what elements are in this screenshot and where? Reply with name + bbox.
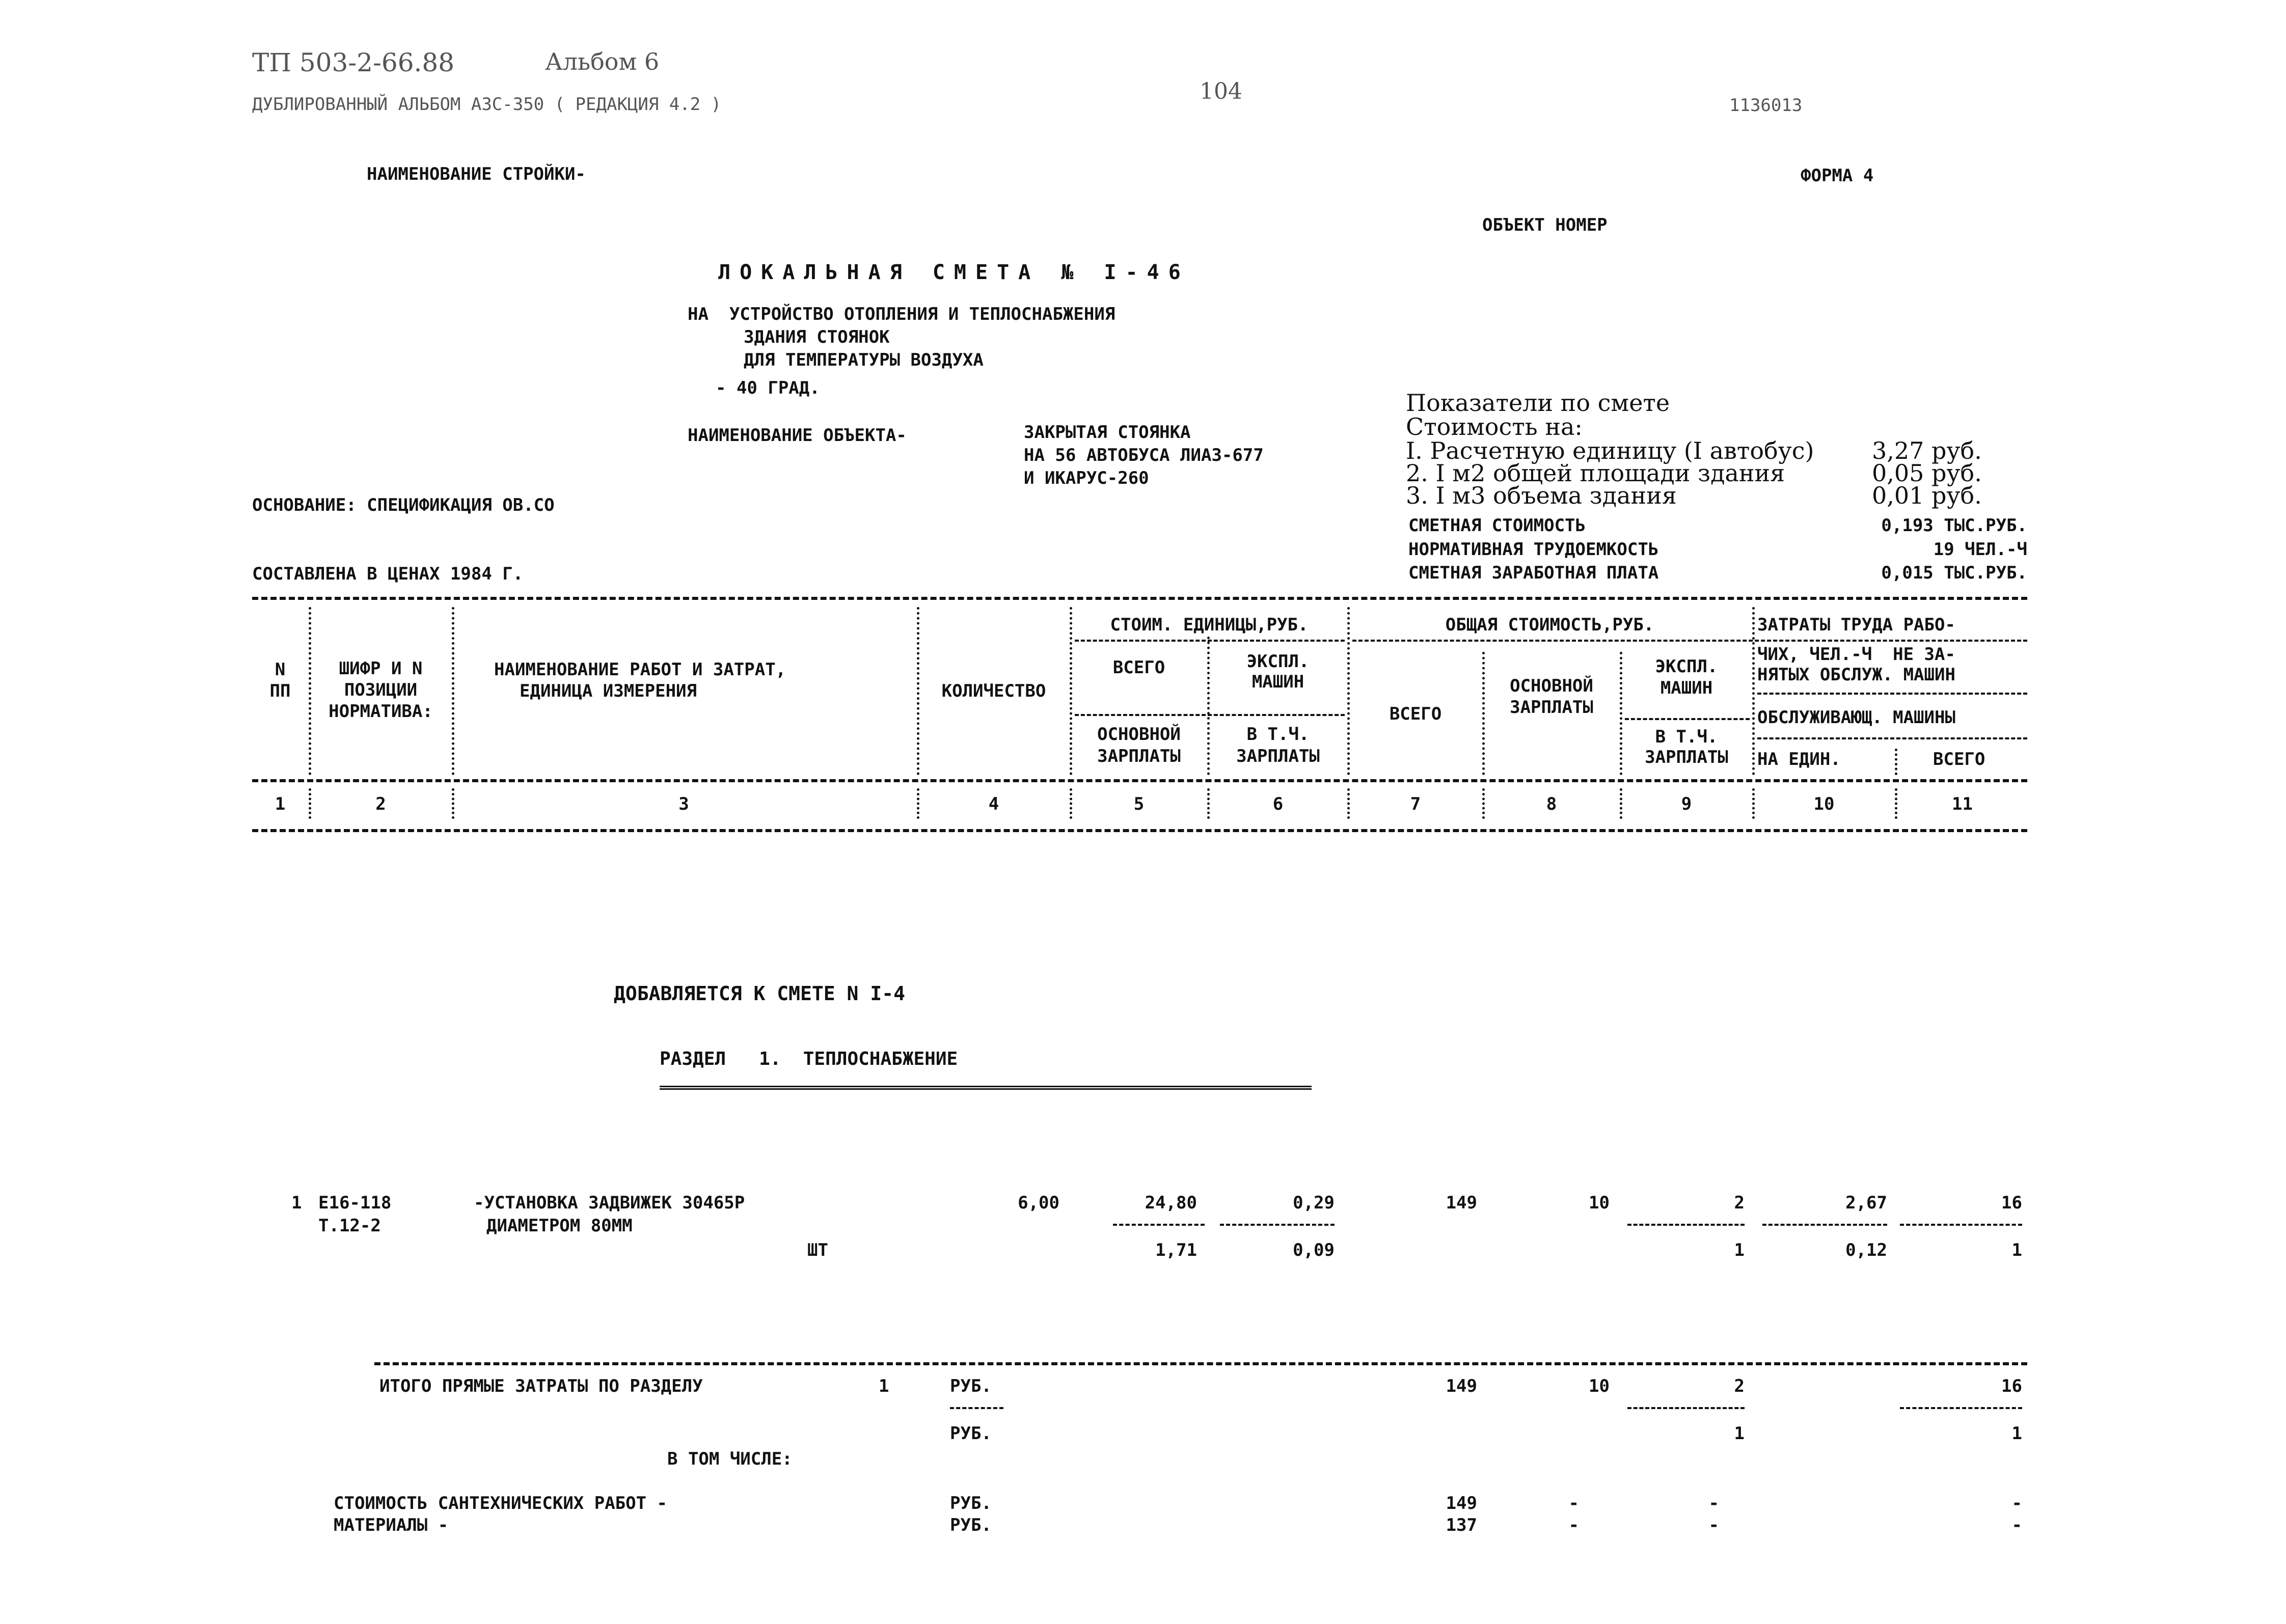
hdr-col3-line2: ЕДИНИЦА ИЗМЕРЕНИЯ [520,681,697,701]
added-to-estimate: ДОБАВЛЯЕТСЯ К СМЕТЕ N I-4 [614,982,905,1005]
indicator-value-2: 0,05 руб. [1872,459,1982,487]
hdr-col1-line1: N [275,659,286,680]
subtotal-mach-wage: 1 [1734,1423,1745,1444]
object-name-line-1: ЗАКРЫТАЯ СТОЯНКА [1024,422,1191,443]
colnum-11: 11 [1952,794,1973,814]
hdr-total-inclwage-2: ЗАРПЛАТЫ [1645,747,1728,767]
indicator-label-1: I. Расчетную единицу (I автобус) [1406,437,1814,464]
total-label-3: СМЕТНАЯ ЗАРАБОТНАЯ ПЛАТА [1408,563,1659,583]
hdr-labor-total: ВСЕГО [1933,749,1985,769]
total-label-2: НОРМАТИВНАЯ ТРУДОЕМКОСТЬ [1408,539,1659,560]
breakdown-c11-2: - [2011,1515,2022,1535]
hdr-col4: КОЛИЧЕСТВО [941,681,1046,701]
row-code: Е16-118 [318,1193,392,1213]
breakdown-unit-1: РУБ. [950,1493,992,1513]
breakdown-c9-2: - [1708,1515,1719,1535]
indicators-subtitle: Стоимость на: [1406,413,1583,441]
section-title: РАЗДЕЛ 1. ТЕПЛОСНАБЖЕНИЕ [660,1049,958,1069]
breakdown-c8-2: - [1568,1515,1579,1535]
object-number-label: ОБЪЕКТ НОМЕР [1482,215,1608,235]
row-unit-total: 24,80 [1145,1193,1197,1213]
col-sep-10 [1895,749,1897,775]
col-sep-2 [452,607,454,775]
hdr-col2-line3: НОРМАТИВА: [329,701,433,722]
colnum-7: 7 [1410,794,1421,814]
indicators-title: Показатели по смете [1406,389,1670,417]
subtotal-labor2: 1 [2011,1423,2022,1444]
row-labor-total: 16 [2001,1193,2022,1213]
hdr-unit-mach-2: МАШИН [1251,672,1304,692]
row-labor-total2: 1 [2011,1240,2022,1260]
indicator-label-2: 2. I м2 общей площади здания [1406,459,1785,487]
header-top-rule [252,597,2027,600]
album-label: Альбом 6 [545,48,660,75]
row-total: 149 [1446,1193,1477,1213]
object-name-line-3: И ИКАРУС-260 [1024,468,1149,488]
hdr-total-basewage-1: ОСНОВНОЙ [1510,676,1593,696]
colnum-9: 9 [1681,794,1692,814]
indicator-value-3: 0,01 руб. [1872,482,1982,509]
page-number: 104 [1200,78,1242,104]
row-unit: ШТ [807,1240,828,1260]
subtotal-mach: 2 [1734,1376,1745,1396]
row-total-basewage: 10 [1589,1193,1610,1213]
including-label: В ТОМ ЧИСЛЕ: [667,1449,793,1469]
row-unit-inclwage: 0,09 [1293,1240,1335,1260]
indicator-label-3: 3. I м3 объема здания [1406,482,1677,509]
purpose-line-2: ЗДАНИЯ СТОЯНОК [744,327,890,347]
indicator-value-1: 3,27 руб. [1872,437,1982,464]
section-underline [660,1086,1312,1090]
hdr-total-mach-1: ЭКСПЛ. [1655,656,1718,677]
hdr-col2-line2: ПОЗИЦИИ [344,680,418,700]
construction-name-label: НАИМЕНОВАНИЕ СТРОЙКИ- [367,164,586,184]
subtotal-unit1: РУБ. [950,1376,992,1396]
breakdown-label-1: СТОИМОСТЬ САНТЕХНИЧЕСКИХ РАБОТ - [334,1493,668,1513]
header-bottom-rule [252,829,2027,832]
subtotal-rule [374,1362,2027,1365]
row-labor-unit2: 0,12 [1845,1240,1887,1260]
colnum-10: 10 [1813,794,1835,814]
hdr-total-all: ВСЕГО [1389,704,1442,724]
subtotal-total: 149 [1446,1376,1477,1396]
total-value-2: 19 ЧЕЛ.-Ч [1933,539,2027,560]
colnum-1: 1 [275,794,286,814]
hdr-unit-cost-group: СТОИМ. ЕДИНИЦЫ,РУБ. [1110,615,1309,635]
colnum-5: 5 [1133,794,1145,814]
form-label: ФОРМА 4 [1801,166,1874,186]
total-value-1: 0,193 ТЫС.РУБ. [1881,515,2027,536]
hdr-total-inclwage-1: В Т.Ч. [1655,727,1718,747]
estimate-title: ЛОКАЛЬНАЯ СМЕТА № I-46 [718,261,1190,284]
hdr-labor-line-1: ЗАТРАТЫ ТРУДА РАБО- [1757,615,1955,635]
hdr-unit-inclwage-2: ЗАРПЛАТЫ [1236,746,1320,766]
row-name1: -УСТАНОВКА ЗАДВИЖЕК 30465Р [474,1193,745,1213]
hdr-unit-inclwage-1: В Т.Ч. [1246,724,1310,745]
purpose-line-3: ДЛЯ ТЕМПЕРАТУРЫ ВОЗДУХА [744,350,984,370]
row-name2: ДИАМЕТРОМ 80ММ [486,1216,633,1236]
header-mid-rule [252,779,2027,782]
row-total-inclwage: 1 [1734,1240,1745,1260]
breakdown-c11-1: - [2011,1493,2022,1513]
hdr-total-mach-2: МАШИН [1660,678,1713,698]
hdr-col3-line1: НАИМЕНОВАНИЕ РАБОТ И ЗАТРАТ, [494,659,786,680]
hdr-total-cost-group: ОБЩАЯ СТОИМОСТЬ,РУБ. [1445,615,1654,635]
purpose-line-1: НА УСТРОЙСТВО ОТОПЛЕНИЯ И ТЕПЛОСНАБЖЕНИЯ [688,304,1115,324]
breakdown-total-2: 137 [1446,1515,1477,1535]
hdr-unit-mach-1: ЭКСПЛ. [1246,651,1310,672]
breakdown-c8-1: - [1568,1493,1579,1513]
subtotal-basewage: 10 [1589,1376,1610,1396]
row-unit-mach: 0,29 [1293,1193,1335,1213]
hdr-col1-line2: ПП [269,681,291,701]
row-num: 1 [291,1193,302,1213]
subtotal-unit2: РУБ. [950,1423,992,1444]
subtotal-section: 1 [879,1376,889,1396]
hdr-total-basewage-2: ЗАРПЛАТЫ [1510,697,1593,718]
hdr-labor-line-2: ЧИХ, ЧЕЛ.-Ч НЕ ЗА- [1757,644,1955,665]
colnum-3: 3 [678,794,689,814]
colnum-2: 2 [375,794,386,814]
col-sep-9 [1752,607,1755,775]
colnum-4: 4 [988,794,999,814]
subtotal-label: ИТОГО ПРЯМЫЕ ЗАТРАТЫ ПО РАЗДЕЛУ [379,1376,703,1396]
object-name-label: НАИМЕНОВАНИЕ ОБЪЕКТА- [688,425,907,446]
hdr-unit-basewage-1: ОСНОВНОЙ [1097,724,1181,745]
breakdown-total-1: 149 [1446,1493,1477,1513]
purpose-line-4: - 40 ГРАД. [716,378,820,398]
total-label-1: СМЕТНАЯ СТОИМОСТЬ [1408,515,1586,536]
subtotal-labor: 16 [2001,1376,2022,1396]
total-value-3: 0,015 ТЫС.РУБ. [1881,563,2027,583]
hdr-col2-line1: ШИФР И N [339,658,423,679]
colnum-6: 6 [1272,794,1284,814]
hdr-labor-per-unit: НА ЕДИН. [1757,749,1841,769]
doc-number: 1136013 [1729,95,1803,116]
row-qty: 6,00 [1018,1193,1059,1213]
row-labor-unit: 2,67 [1845,1193,1887,1213]
row-unit-basewage: 1,71 [1155,1240,1197,1260]
breakdown-c9-1: - [1708,1493,1719,1513]
hdr-labor-line-3: НЯТЫХ ОБСЛУЖ. МАШИН [1757,665,1955,685]
breakdown-unit-2: РУБ. [950,1515,992,1535]
doc-subtitle: ДУБЛИРОВАННЫЙ АЛЬБОМ АЗС-350 ( РЕДАКЦИЯ 4.2 ) [252,94,722,115]
row-total-mach: 2 [1734,1193,1745,1213]
breakdown-label-2: МАТЕРИАЛЫ - [334,1515,449,1535]
hdr-unit-basewage-2: ЗАРПЛАТЫ [1097,746,1181,766]
object-name-line-2: НА 56 АВТОБУСА ЛИАЗ-677 [1024,445,1264,465]
doc-code: ТП 503-2-66.88 [252,48,455,77]
row-code2: Т.12-2 [318,1216,381,1236]
hdr-unit-total: ВСЕГО [1112,657,1165,678]
basis-label: ОСНОВАНИЕ: СПЕЦИФИКАЦИЯ ОВ.СО [252,495,555,515]
hdr-labor-service: ОБСЛУЖИВАЮЩ. МАШИНЫ [1757,707,1955,728]
colnum-8: 8 [1546,794,1557,814]
prices-year: СОСТАВЛЕНА В ЦЕНАХ 1984 Г. [252,564,524,584]
